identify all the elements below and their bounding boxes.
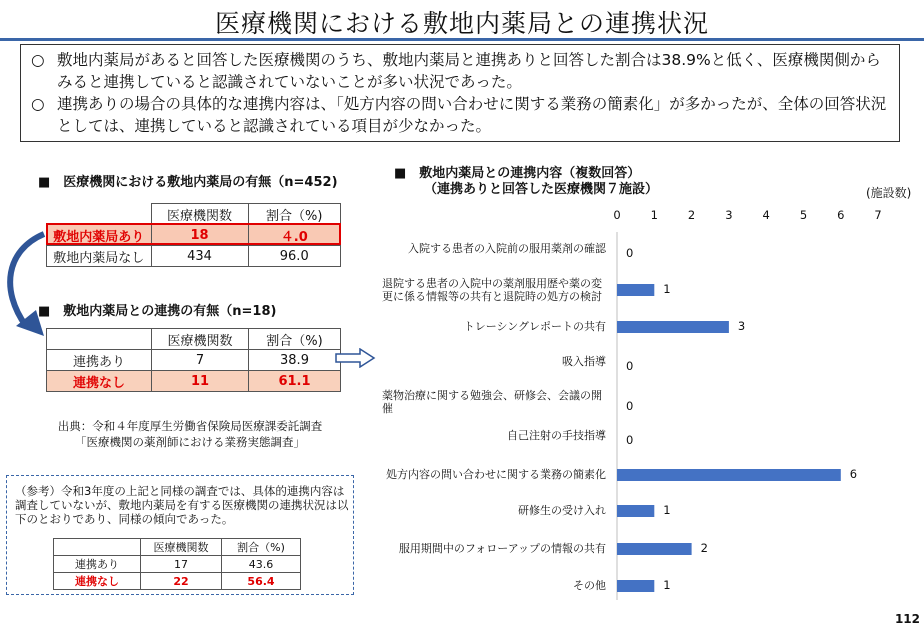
data-label: 6 <box>849 467 858 481</box>
x-tick-label: 0 <box>613 208 621 222</box>
x-tick-label: 2 <box>687 208 696 222</box>
data-label: 0 <box>626 359 634 373</box>
reference-text: （参考）令和3年度の上記と同様の調査では、具体的連携内容は調査していないが、敷地内薬局を有する医療機関の連携状況は以下のとおりであり、同様の傾向であった。 <box>15 484 349 526</box>
data-label: 1 <box>663 503 671 517</box>
table-cell: 11 <box>152 371 249 392</box>
data-label: 0 <box>626 399 634 413</box>
bullet-mark: ○ <box>31 51 45 69</box>
chart-title: ■ 敷地内薬局との連携内容（複数回答） <box>394 166 641 181</box>
bar <box>617 284 654 296</box>
data-label: 0 <box>626 433 634 447</box>
table-header-cell: 医療機関数 <box>152 329 249 350</box>
x-tick-label: 3 <box>725 208 733 222</box>
category-label: その他 <box>573 579 606 592</box>
table2-heading: ■ 敷地内薬局との連携の有無（n=18) <box>38 304 277 319</box>
source-line: 「医療機関の薬剤師における業務実態調査」 <box>75 435 305 449</box>
table-cell: 18 <box>151 225 248 246</box>
category-label: 入院する患者の入院前の服用薬剤の確認 <box>408 242 606 255</box>
bar <box>617 469 841 481</box>
table-cell: 連携あり <box>47 350 152 371</box>
x-tick-label: 7 <box>874 208 882 222</box>
table-cell: 38.9 <box>249 350 341 371</box>
category-label: 自己注射の手技指導 <box>507 429 606 442</box>
data-label: 1 <box>663 578 671 592</box>
table-cell: 7 <box>152 350 249 371</box>
x-tick-label: 4 <box>762 208 770 222</box>
table-cell: 43.6 <box>222 556 301 573</box>
bar <box>617 580 654 592</box>
table-cell: 連携なし <box>47 371 152 392</box>
bullet-mark: ○ <box>31 95 45 113</box>
table-cell: 17 <box>141 556 222 573</box>
category-label: 薬物治療に関する勉強会、研修会、会議の開催 <box>382 389 602 415</box>
table-header-cell: 割合（%) <box>222 539 301 556</box>
category-label: トレーシングレポートの共有 <box>463 320 606 333</box>
category-label: 吸入指導 <box>562 355 606 368</box>
chart-subtitle: （連携ありと回答した医療機関７施設） <box>424 182 659 197</box>
table-cell: 敷地内薬局あり <box>47 225 152 246</box>
table-cell: 敷地内薬局なし <box>47 246 152 267</box>
table-cell: 434 <box>151 246 248 267</box>
data-label: 0 <box>626 246 634 260</box>
bar <box>617 321 729 333</box>
table-cell: 56.4 <box>222 573 301 590</box>
category-label: 研修生の受け入れ <box>518 504 606 517</box>
summary-text: 敷地内薬局があると回答した医療機関のうち、敷地内薬局と連携ありと回答した割合は38.9%と低く、医療機関側からみると連携していると認識されていないことが多い状況であった。 <box>57 51 881 91</box>
page-title: 医療機関における敷地内薬局との連携状況 <box>214 9 709 38</box>
bar <box>617 543 692 555</box>
table-cell: 96.0 <box>248 246 341 267</box>
bar <box>617 505 654 517</box>
table-header-cell: 医療機関数 <box>151 204 248 225</box>
table-cell: 22 <box>141 573 222 590</box>
data-label: 1 <box>663 282 671 296</box>
category-label: 服用期間中のフォローアップの情報の共有 <box>398 542 606 555</box>
page-number: 112 <box>894 612 920 626</box>
source-line: 出典：令和４年度厚生労働省保険局医療課委託調査 <box>57 419 323 433</box>
x-tick-label: 5 <box>799 208 808 222</box>
x-tick-label: 1 <box>650 208 658 222</box>
table-header-cell: 割合（%) <box>248 204 341 225</box>
x-tick-label: 6 <box>837 208 845 222</box>
data-label: 2 <box>700 541 708 555</box>
summary-text: 連携ありの場合の具体的な連携内容は、「処方内容の問い合わせに関する業務の簡素化」が多かったが、全体の回答状況としては、連携していると認識されている項目が少なかった。 <box>57 95 887 135</box>
chart-unit: (施設数) <box>866 186 912 200</box>
table-cell: 連携なし <box>54 573 141 590</box>
table1-heading: ■ 医療機関における敷地内薬局の有無（n=452) <box>38 175 338 190</box>
table-cell: 連携あり <box>54 556 141 573</box>
category-label: 退院する患者の入院中の薬剤服用歴や薬の変更に係る情報等の共有と退院時の処方の検討 <box>382 277 602 303</box>
table-cell: ４.0 <box>248 225 341 246</box>
category-label: 処方内容の問い合わせに関する業務の簡素化 <box>386 468 606 481</box>
table-cell: 61.1 <box>249 371 341 392</box>
data-label: 3 <box>737 319 746 333</box>
table-header-cell: 割合（%) <box>249 329 341 350</box>
table-header-cell: 医療機関数 <box>141 539 222 556</box>
